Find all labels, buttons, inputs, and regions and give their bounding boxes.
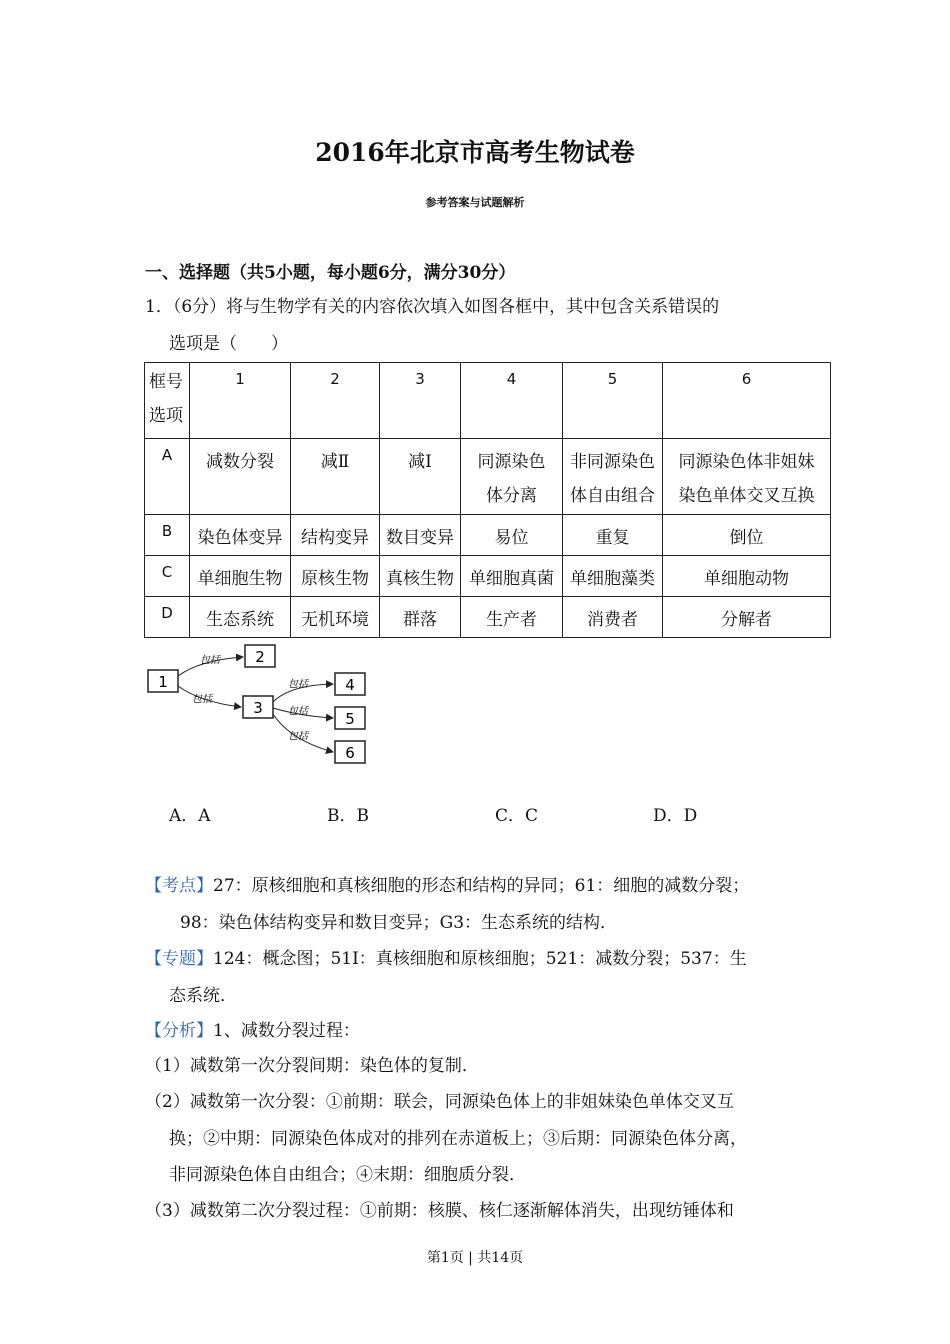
question-line-2: 选项是（ ） <box>169 334 288 354</box>
options-table <box>144 362 831 638</box>
fenxi-tag: 【分析】 <box>145 1021 213 1041</box>
corner-bottom-label: 选项 <box>149 406 183 426</box>
box-6 <box>335 741 365 763</box>
table-cell: 易位 <box>461 515 563 556</box>
table-row <box>145 556 831 597</box>
column-header: 6 <box>663 363 831 439</box>
table-cell: 生产者 <box>461 597 563 638</box>
choice-c: C．C <box>495 806 539 826</box>
table-cell: 同源染色体非姐妹 染色单体交叉互换 <box>663 439 831 515</box>
arrow-label: 包括 <box>288 706 308 717</box>
table-cell: 倒位 <box>663 515 831 556</box>
box-4 <box>335 673 365 695</box>
arrow-label: 包括 <box>192 694 212 705</box>
table-row <box>145 515 831 556</box>
table-cell: 消费者 <box>563 597 663 638</box>
table-cell: 生态系统 <box>190 597 291 638</box>
concept-diagram <box>140 640 380 770</box>
question-line-1: 1．（6分）将与生物学有关的内容依次填入如图各框中，其中包含关系错误的 <box>145 297 720 317</box>
kaodian-text: 27：原核细胞和真核细胞的形态和结构的异同；61：细胞的减数分裂； <box>213 876 750 896</box>
arrow-label: 包括 <box>288 679 308 690</box>
table-cell: 结构变异 <box>291 515 380 556</box>
table-cell: 减数分裂 <box>190 439 291 515</box>
paragraph-1: （1）减数第一次分裂间期：染色体的复制． <box>145 1056 479 1076</box>
table-cell: 单细胞真菌 <box>461 556 563 597</box>
choice-a: A．A <box>169 806 211 826</box>
paragraph-2-line-3: 非同源染色体自由组合；④末期：细胞质分裂． <box>169 1165 526 1185</box>
zhuanti-line-1 <box>145 944 747 969</box>
arrow-label: 包括 <box>200 655 220 666</box>
table-cell: 重复 <box>563 515 663 556</box>
choice-b: B．B <box>327 806 369 826</box>
column-header: 4 <box>461 363 563 439</box>
zhuanti-tag: 【专题】 <box>145 949 213 969</box>
fenxi-text: 1、减数分裂过程： <box>213 1021 360 1041</box>
row-label: A <box>145 439 190 515</box>
column-header: 2 <box>291 363 380 439</box>
paragraph-3-line-1: （3）减数第二次分裂过程：①前期：核膜、核仁逐渐解体消失，出现纺锤体和 <box>145 1201 734 1221</box>
table-cell: 数目变异 <box>380 515 461 556</box>
box-5 <box>335 707 365 729</box>
box-1 <box>148 670 178 692</box>
table-cell: 真核生物 <box>380 556 461 597</box>
table-cell: 原核生物 <box>291 556 380 597</box>
table-corner-cell <box>145 363 190 439</box>
box-3-label: 3 <box>253 699 263 717</box>
arrow-label: 包括 <box>288 731 308 742</box>
column-header: 5 <box>563 363 663 439</box>
corner-top-label: 框号 <box>149 372 183 392</box>
table-row <box>145 597 831 638</box>
table-cell: 无机环境 <box>291 597 380 638</box>
table-cell: 同源染色 体分离 <box>461 439 563 515</box>
box-2 <box>245 645 275 667</box>
zhuanti-line-2: 态系统． <box>169 986 237 1006</box>
row-label: D <box>145 597 190 638</box>
table-cell: 减Ⅱ <box>291 439 380 515</box>
fenxi-line-1 <box>145 1016 360 1041</box>
row-label: C <box>145 556 190 597</box>
box-4-label: 4 <box>345 676 355 694</box>
table-cell: 单细胞生物 <box>190 556 291 597</box>
kaodian-line-1 <box>145 871 749 896</box>
table-cell: 染色体变异 <box>190 515 291 556</box>
table-cell: 单细胞动物 <box>663 556 831 597</box>
table-cell: 群落 <box>380 597 461 638</box>
column-header: 3 <box>380 363 461 439</box>
box-3 <box>243 696 273 718</box>
column-header: 1 <box>190 363 291 439</box>
table-row <box>145 439 831 515</box>
box-5-label: 5 <box>345 710 355 728</box>
kaodian-line-2: 98：染色体结构变异和数目变异；G3：生态系统的结构． <box>180 913 618 933</box>
paragraph-2-line-1: （2）减数第一次分裂：①前期：联会，同源染色体上的非姐妹染色单体交叉互 <box>145 1092 734 1112</box>
table-cell: 单细胞藻类 <box>563 556 663 597</box>
box-1-label: 1 <box>158 673 168 691</box>
table-cell: 减Ⅰ <box>380 439 461 515</box>
kaodian-tag: 【考点】 <box>145 876 213 896</box>
page-subtitle: 参考答案与试题解析 <box>425 196 525 209</box>
table-cell: 分解者 <box>663 597 831 638</box>
page-title: 2016年北京市高考生物试卷 <box>315 138 635 167</box>
section-heading: 一、选择题（共5小题，每小题6分，满分30分） <box>145 263 516 283</box>
page-footer: 第1页 | 共14页 <box>426 1250 524 1266</box>
row-label: B <box>145 515 190 556</box>
table-header-row <box>145 363 831 439</box>
box-2-label: 2 <box>255 648 265 666</box>
zhuanti-text: 124：概念图；51I：真核细胞和原核细胞；521：减数分裂；537：生 <box>213 949 747 969</box>
choice-d: D．D <box>653 806 698 826</box>
paragraph-2-line-2: 换；②中期：同源染色体成对的排列在赤道板上；③后期：同源染色体分离， <box>169 1129 747 1149</box>
table-cell: 非同源染色 体自由组合 <box>563 439 663 515</box>
box-6-label: 6 <box>345 744 355 762</box>
